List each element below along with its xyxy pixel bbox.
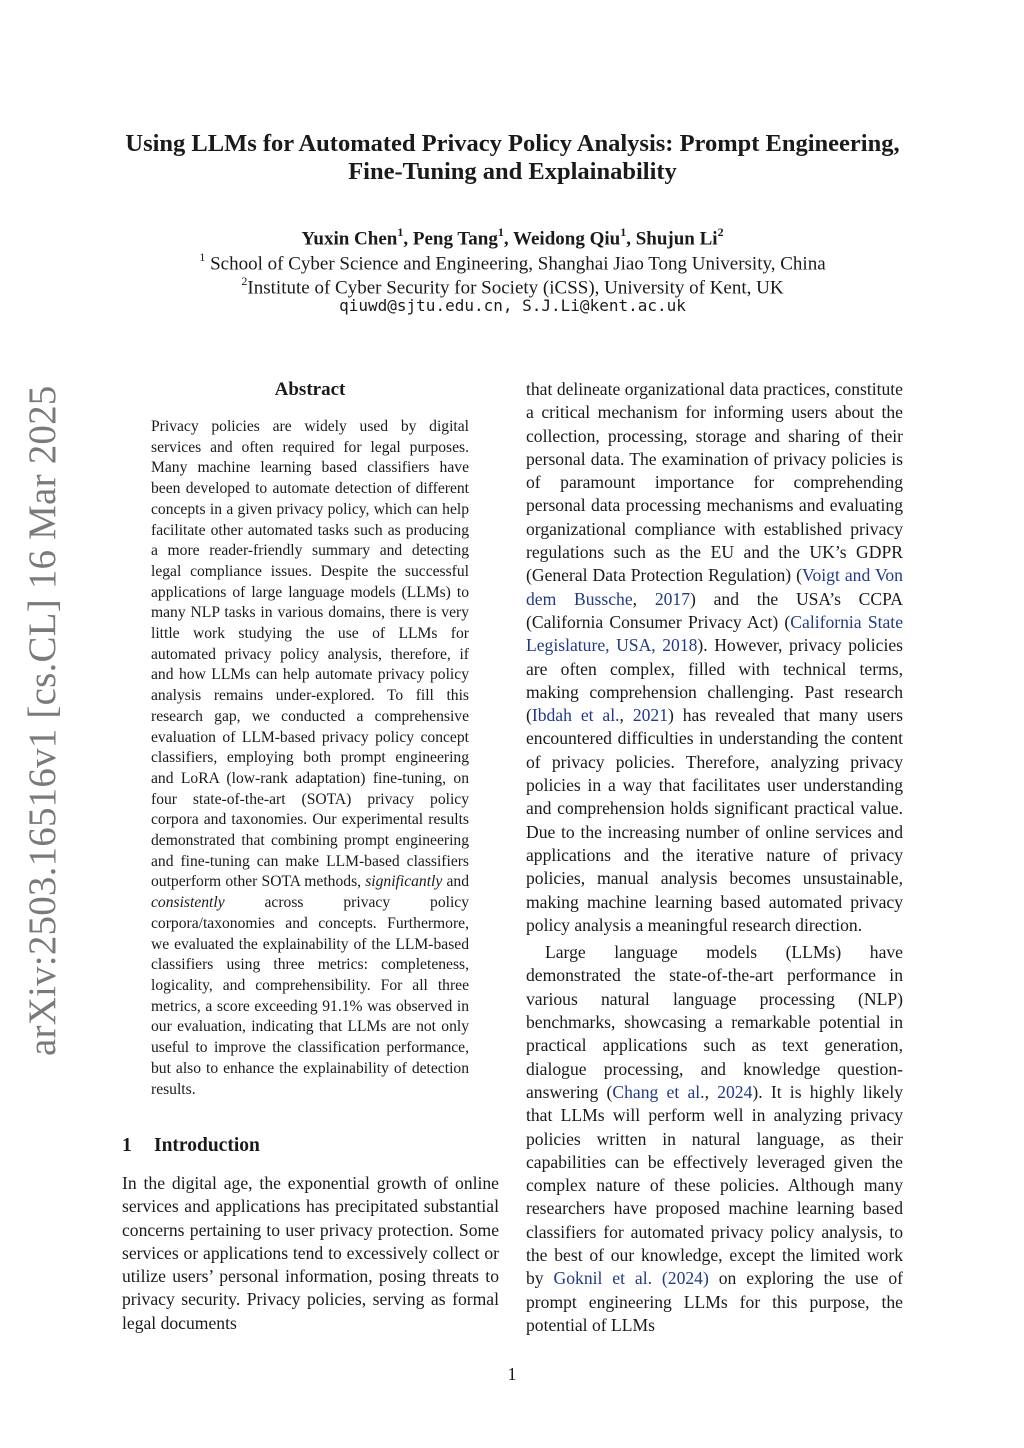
abstract-emphasis: significantly [365,873,443,891]
body-text: ). It is highly likely that LLMs will perform well in analyzing privacy policies written in natural language, as their capabilities can be effectively leveraged given the complex nature of these policies. Although many researchers have proposed machine learning based classifiers for automated privacy policy analysis, to the best of our knowledge, except the limited work by [526,1081,904,1289]
author-list: Yuxin Chen$^1$, Peng Tang$^1$, Weidong Qiu$^1$, Shujun Li$^2$ [301,225,724,250]
citation-link[interactable]: (2024) [661,1268,709,1289]
abstract-heading: Abstract [274,379,346,400]
body-text: Large language models (LLMs) have demonstrated the state-of-the-art performance in various natural language processing (NLP) benchmarks, showcasing a remarkable potential in practical applications such as text generation, dialogue processing, and knowledge question-answering ( [526,942,903,1102]
body-text: ) and the USA’s CCPA (California Consumer Privacy Act) ( [526,588,903,632]
author-name: Weidong Qiu [513,228,621,250]
citation-link[interactable]: California State Legislature, USA, 2018 [526,611,904,656]
affiliation-mark: 2 [241,274,248,288]
abstract-text: across privacy policy corpora/taxonomies and concepts. Furthermore, we evaluated the explainability of the LLM-based classifiers using three metrics: completeness, logicality, and comprehensibility. For all three metrics, a score exceeding 91.1% was observed in our evaluation, indicating that LLMs are not only useful to improve the classification performance, but also to enhance the explainability of detection results. [151,894,469,1098]
author-name: Shujun Li [635,228,718,250]
body-text: , [619,705,633,726]
arxiv-identifier: arXiv:2503.16516v1 [cs.CL] 16 Mar 2025 [21,385,64,1056]
body-text: ) has revealed that many users encountered difficulties in understanding the content of privacy policies. Therefore, analyzing privacy policies in a way that facilitates user understanding and comprehension holds significant practical value. Due to the increasing number of online services and applications and the iterative nature of privacy policies, manual analysis becomes unsustainable, making machine learning based automated privacy policy analysis a meaningful research direction. [526,705,903,935]
author-affil-mark: 1 [497,225,504,239]
paper-title [110,130,915,186]
right-column [526,378,903,1337]
abstract-body [151,417,469,1100]
body-text: on exploring the use of prompt engineering LLMs for this purpose, the potential of LLMs [526,1268,903,1335]
author-name: Peng Tang [412,228,498,250]
body-text: , [704,1081,718,1102]
citation-link[interactable]: Ibdah et al. [531,705,620,726]
abstract-emphasis: consistently [151,894,225,912]
section-number: 1 [122,1135,132,1156]
author-affil-mark: 2 [717,225,724,239]
citation-link[interactable]: Chang et al. [612,1081,705,1102]
introduction-paragraph [526,941,903,1337]
abstract-text: Privacy policies are widely used by digital services and often required for legal purposes. Many machine learning based classifiers have been developed to automate detection of different concepts in a given privacy policy, which can help facilitate other automated tasks such as producing a more reader-friendly summary and detecting legal compliance issues. Despite the successful applications of large language models (LLMs) to many NLP tasks in various domains, there is very little work studying the use of LLMs for automated privacy policy analysis, therefore, if and how LLMs can help automate privacy policy analysis remains under-explored. To fill this research gap, we conducted a comprehensive evaluation of LLM-based privacy policy concept classifiers, employing both prompt engineering and LoRA (low-rank adaptation) fine-tuning, on four state-of-the-art (SOTA) privacy policy corpora and taxonomies. Our experimental results demonstrated that combining prompt engineering and fine-tuning can make LLM-based classifiers outperform other SOTA methods, [151,418,469,891]
citation-link[interactable]: 2021 [632,705,668,726]
body-text [652,1268,662,1288]
body-text: that delineate organizational data practices, constitute a critical mechanism for informing users about the collection, processing, storage and sharing of their personal data. The examination of privacy policies is of paramount importance for comprehending personal data processing mechanisms and evaluating organizational compliance with established privacy regulations such as the EU and the UK’s GDPR (General Data Protection Regulation) ( [526,379,903,586]
author-emails: qiuwd@sjtu.edu.cn, S.J.Li@kent.ac.uk [339,296,686,315]
citation-link[interactable]: Goknil et al. [553,1268,652,1289]
section-title: Introduction [154,1135,260,1156]
title-line-1: Using LLMs for Automated Privacy Policy Analysis: Prompt Engineering, [125,130,900,157]
introduction-paragraph-left: In the digital age, the exponential growth of online services and applications has precipitated substantial concerns pertaining to user privacy protection. Some services or applications tend to excessively collect or utilize users’ personal information, posing threats to privacy security. Privacy policies, serving as formal legal documents [122,1173,499,1333]
page-number: 1 [507,1364,517,1384]
affiliation-text: School of Cyber Science and Engineering, Shanghai Jiao Tong University, China [210,253,826,275]
title-line-2: Fine-Tuning and Explainability [348,158,677,185]
affiliation-mark: 1 [199,250,206,264]
introduction-paragraph [526,378,903,937]
citation-link[interactable]: Voigt and Von dem Bussche [526,565,903,609]
citation-link[interactable]: 2017 [654,588,690,609]
citation-link[interactable]: 2024 [717,1081,753,1102]
abstract-text: and [442,873,469,891]
author-name: Yuxin Chen [301,228,398,250]
author-affil-mark: 1 [397,225,404,239]
affiliation-text: Institute of Cyber Security for Society (iCSS), University of Kent, UK [247,277,784,299]
body-text: , [632,588,655,609]
body-text: ). However, privacy policies are often complex, filled with technical terms, making comprehension challenging. Past research ( [526,635,903,726]
section-heading-introduction [122,1134,502,1158]
author-affil-mark: 1 [620,225,627,239]
